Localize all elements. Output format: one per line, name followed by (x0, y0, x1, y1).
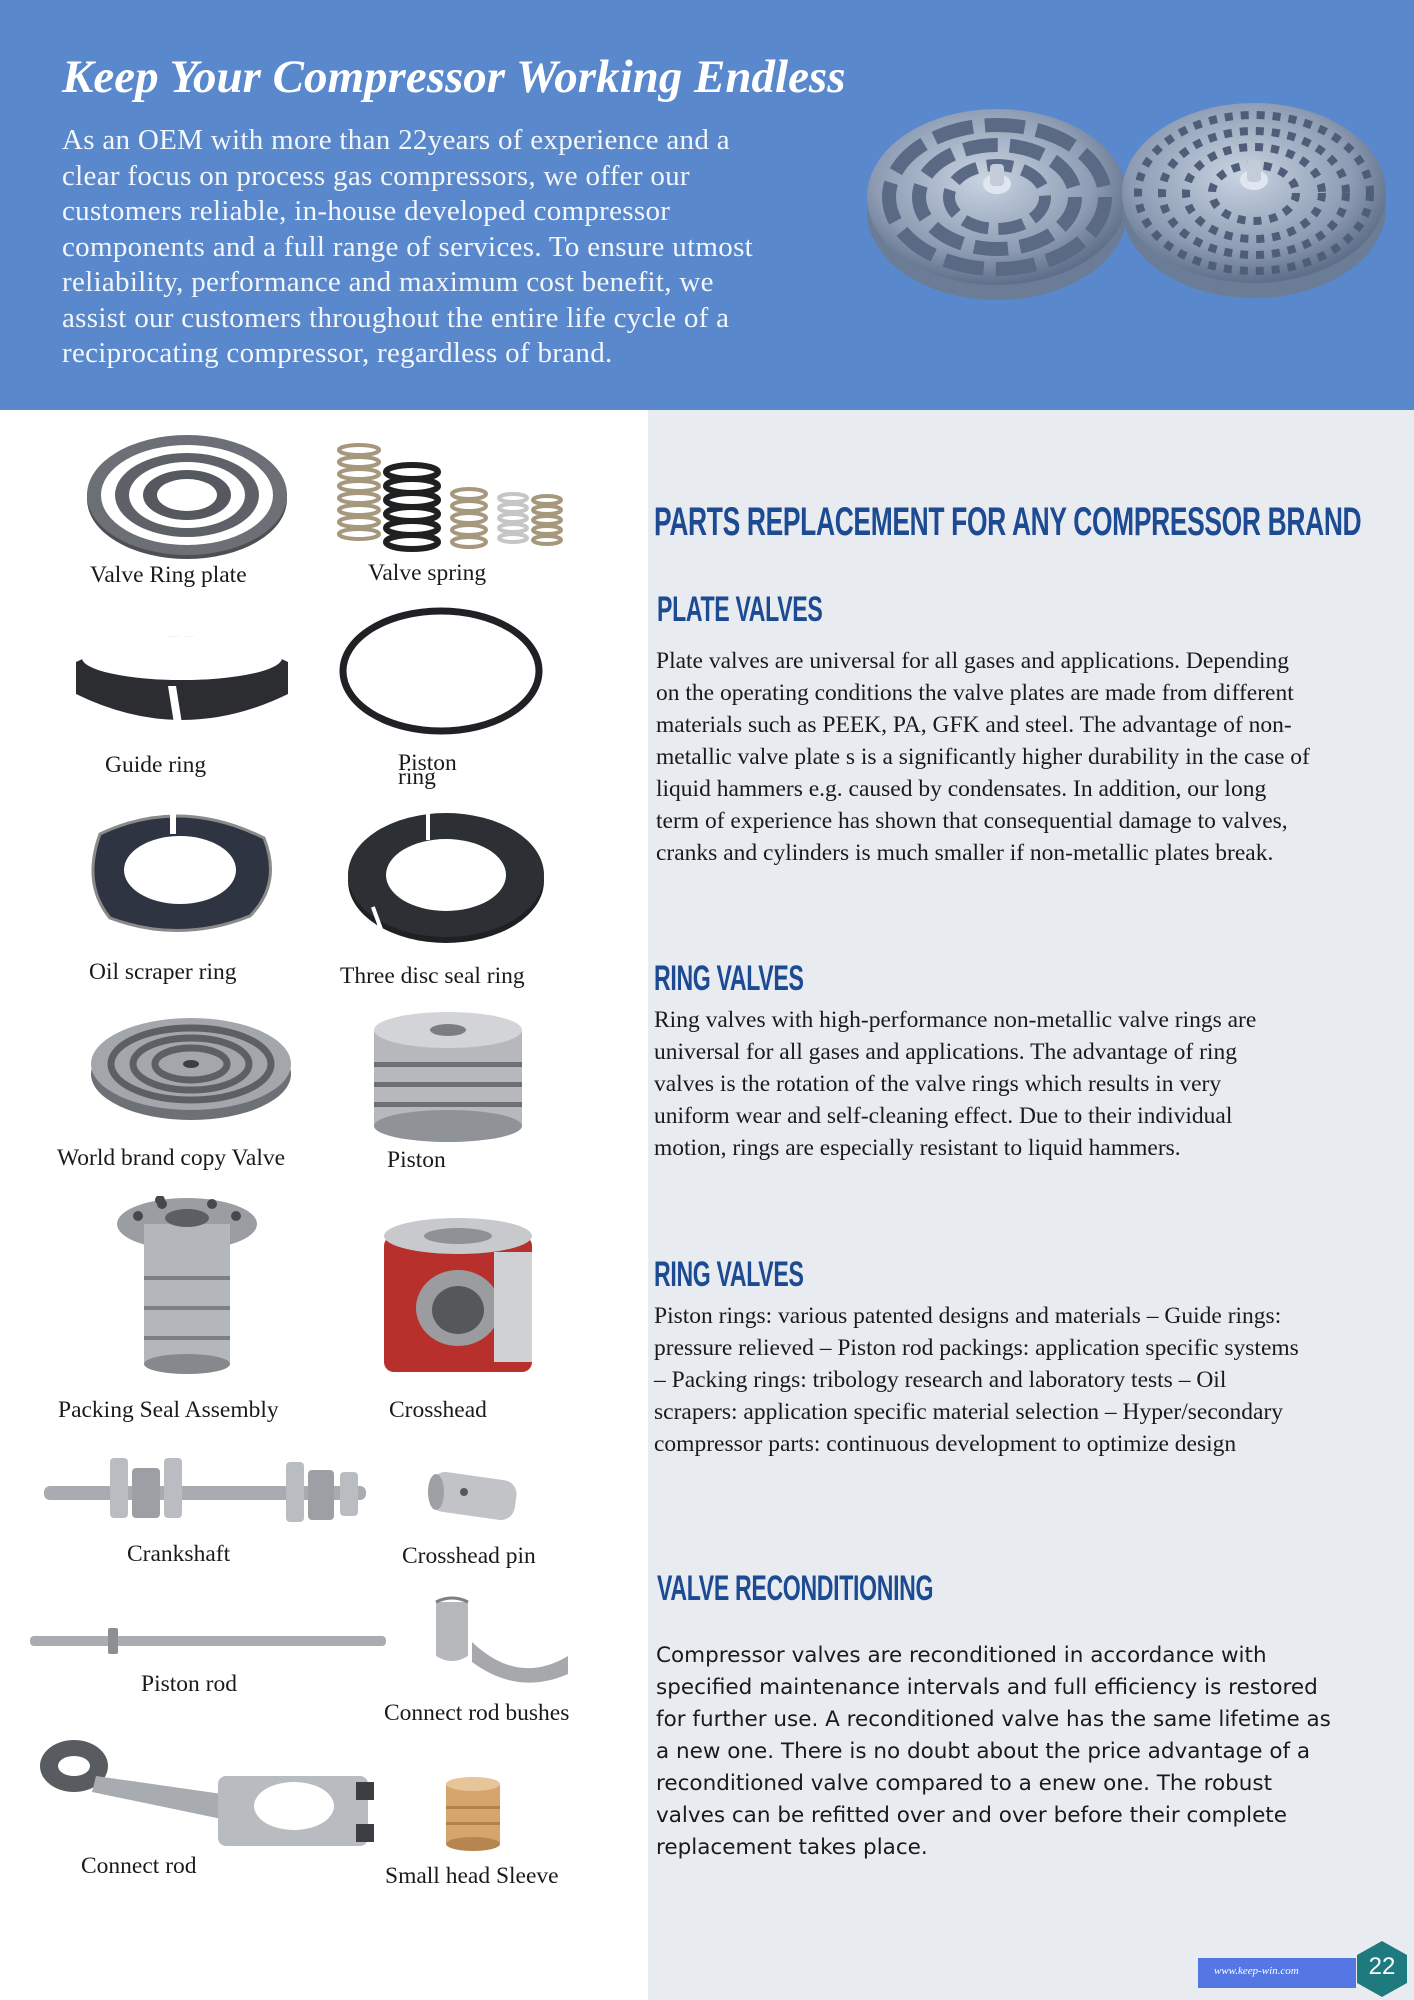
text-line: motion, rings are especially resistant to liquid hammers. (654, 1135, 1181, 1161)
crankshaft-icon (40, 1452, 370, 1532)
small-head-sleeve-icon (444, 1776, 502, 1852)
text-line: reconditioned valve compared to a enew one. The robust (656, 1771, 1273, 1796)
text-line: a new one. There is no doubt about the price advantage of a (656, 1739, 1311, 1764)
intro-line: components and a full range of services. To ensure utmost (62, 230, 754, 263)
part-label-guide-ring: Guide ring (105, 752, 207, 778)
piston-rod-icon (30, 1626, 386, 1656)
connect-rod-bushes-icon (428, 1596, 572, 1688)
text-line: Plate valves are universal for all gases and applications. Depending (656, 648, 1289, 674)
text-line: materials such as PEEK, PA, GFK and steel. The advantage of non- (656, 712, 1292, 738)
text-line: on the operating conditions the valve plates are made from different (656, 680, 1294, 706)
text-line: specified maintenance intervals and full efficiency is restored (656, 1675, 1318, 1700)
piston-ring-icon (338, 604, 544, 738)
valve-ring-plate-icon (84, 425, 290, 563)
part-label-crosshead-pin: Crosshead pin (402, 1543, 536, 1569)
connect-rod-icon (36, 1736, 380, 1854)
plate-valves-text (656, 645, 1310, 869)
part-label-oil-scraper-ring: Oil scraper ring (89, 959, 237, 985)
text-line: valves is the rotation of the valve rings which results in very (654, 1071, 1222, 1097)
part-label-three-disc-seal-ring: Three disc seal ring (340, 963, 525, 989)
header-banner (0, 0, 1414, 410)
text-line: valves can be refitted over and over before their complete (656, 1803, 1287, 1828)
footer-url: www.keep-win.com (1214, 1965, 1299, 1977)
intro-line: assist our customers throughout the entire life cycle of a (62, 301, 730, 334)
part-label-crankshaft: Crankshaft (127, 1541, 231, 1567)
plate-valves-heading: PLATE VALVES (657, 590, 823, 629)
text-line: replacement takes place. (656, 1835, 928, 1860)
part-label-packing-seal-assembly: Packing Seal Assembly (58, 1397, 279, 1423)
ring-valves-text (654, 1004, 1256, 1164)
text-line: Compressor valves are reconditioned in accordance with (656, 1643, 1267, 1668)
part-label-connect-rod-bushes: Connect rod bushes (384, 1700, 570, 1726)
ring-valves-heading-2: RING VALVES (654, 1255, 804, 1294)
ring-valves-heading: RING VALVES (654, 959, 804, 998)
text-line: – Packing rings: tribology research and laboratory tests – Oil (654, 1367, 1227, 1393)
page-number: 22 (1368, 1953, 1396, 1980)
piston-rings-text (654, 1300, 1299, 1460)
guide-ring-icon (72, 624, 292, 736)
valve-right (1122, 103, 1386, 298)
intro-line: customers reliable, in-house developed compressor (62, 195, 671, 227)
text-line: uniform wear and self-cleaning effect. Due to their individual (654, 1103, 1233, 1129)
text-line: Ring valves with high-performance non-metallic valve rings are (654, 1007, 1257, 1033)
part-label-valve-ring-plate: Valve Ring plate (90, 562, 247, 588)
text-line: Piston rings: various patented designs and materials – Guide rings: (654, 1303, 1282, 1329)
part-label-crosshead: Crosshead (389, 1397, 487, 1423)
intro-line: reliability, performance and maximum cost benefit, we (62, 266, 714, 298)
text-line: term of experience has shown that consequential damage to valves, (656, 808, 1288, 834)
part-label-piston-rod: Piston rod (141, 1671, 237, 1697)
main-heading: PARTS REPLACEMENT FOR ANY COMPRESSOR BRAND (654, 500, 1362, 544)
text-line: universal for all gases and applications. The advantage of ring (654, 1039, 1237, 1065)
intro-line: As an OEM with more than 22years of experience and a (62, 124, 730, 156)
text-line: metallic valve plate s is a significantly higher durability in the case of (656, 744, 1310, 770)
valve-left (867, 109, 1127, 300)
intro-line: reciprocating compressor, regardless of brand. (62, 337, 613, 369)
part-label-piston: Piston (387, 1147, 446, 1173)
oil-scraper-ring-icon (80, 804, 280, 936)
part-label-valve-spring: Valve spring (368, 560, 487, 586)
text-line: pressure relieved – Piston rod packings: application specific systems (654, 1335, 1299, 1361)
part-label-connect-rod: Connect rod (81, 1853, 197, 1879)
crosshead-pin-icon (424, 1468, 524, 1524)
compressor-valves-image (862, 72, 1394, 322)
valve-reconditioning-heading: VALVE RECONDITIONING (657, 1569, 934, 1608)
text-line: for further use. A reconditioned valve has the same lifetime as (656, 1707, 1331, 1732)
intro-paragraph (62, 123, 862, 372)
intro-line: clear focus on process gas compressors, we offer our (62, 159, 690, 192)
text-line: scrapers: application specific material selection – Hyper/secondary (654, 1399, 1284, 1425)
page-title: Keep Your Compressor Working Endless (62, 51, 846, 103)
part-label-world-brand-copy-valve: World brand copy Valve (57, 1145, 286, 1171)
valve-spring-icon (335, 438, 565, 560)
valve-reconditioning-text (656, 1640, 1331, 1864)
three-disc-seal-ring-icon (346, 806, 546, 944)
text-line: compressor parts: continuous development to optimize design (654, 1431, 1237, 1457)
text-line: liquid hammers e.g. caused by condensates. In addition, our long (656, 776, 1267, 802)
text-line: cranks and cylinders is much smaller if non-metallic plates break. (656, 840, 1274, 866)
part-label-small-head-sleeve: Small head Sleeve (385, 1863, 559, 1889)
piston-icon (370, 1010, 526, 1142)
packing-seal-assembly-icon (112, 1196, 262, 1376)
crosshead-icon (380, 1212, 536, 1376)
part-label-piston-ring: Piston ring (398, 750, 457, 790)
world-brand-valve-icon (88, 1012, 294, 1122)
